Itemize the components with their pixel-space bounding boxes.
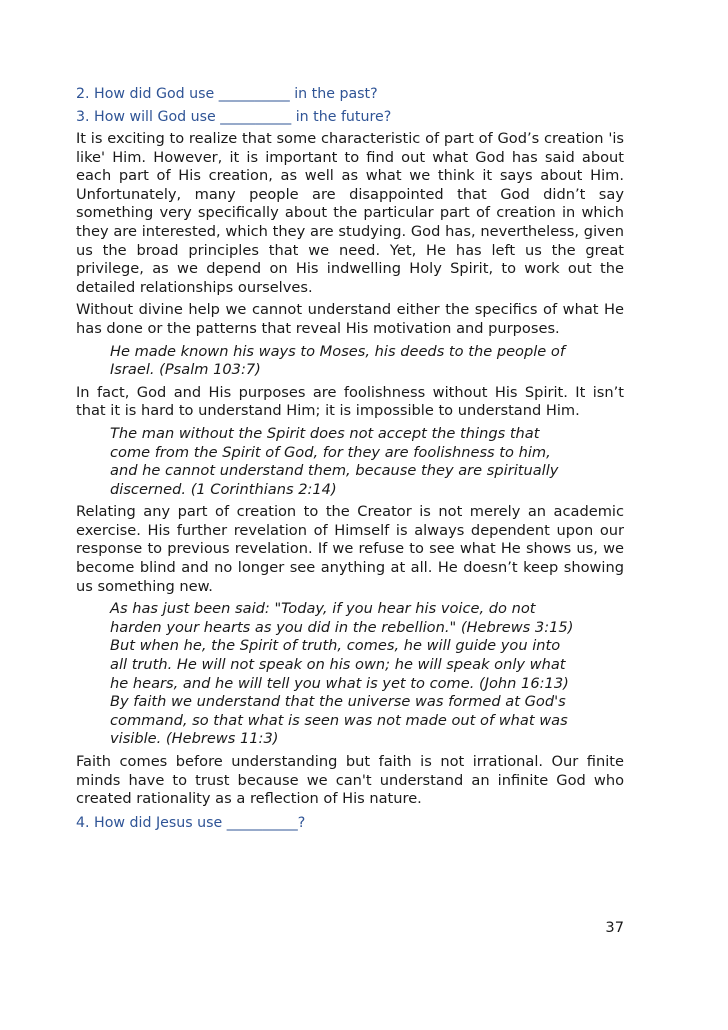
study-question-4: 4. How did Jesus use __________? xyxy=(76,814,306,831)
study-question-2: 2. How did God use __________ in the past? xyxy=(76,86,378,102)
scripture-quote xyxy=(110,425,624,499)
scripture-quote xyxy=(110,600,624,749)
quote-line: visible. (Hebrews 11:3) xyxy=(110,730,279,748)
study-question-3: 3. How will God use __________ in the future? xyxy=(76,109,392,125)
quote-line: all truth. He will not speak on his own; he will speak only what xyxy=(110,656,566,674)
quote-line: He made known his ways to Moses, his deeds to the people of xyxy=(110,342,565,360)
quote-line: harden your hearts as you did in the rebellion." (Hebrews 3:15) xyxy=(110,618,574,636)
body-paragraph: Relating any part of creation to the Creator is not merely an academic exercise. His further revelation of Himself is always dependent upon our response to previous revelation. If we refuse to see what He shows us, we become blind and no longer see anything at all. He doesn’t keep showing us something new. xyxy=(76,503,624,595)
page-number: 37 xyxy=(605,919,624,936)
body-paragraph: In fact, God and His purposes are foolishness without His Spirit. It isn’t that it is hard to understand Him; it is impossible to understand Him. xyxy=(76,383,624,420)
body-paragraph: Without divine help we cannot understand either the specifics of what He has done or the patterns that reveal His motivation and purposes. xyxy=(76,301,624,337)
page-content xyxy=(76,84,624,836)
body-paragraph: It is exciting to realize that some characteristic of part of God’s creation 'is like' Him. However, it is important to find out what God has said about each part of His creation, as well as what we think it says about Him. Unfortunately, many people are disappointed that God didn’t say something very specifically about the particular part of creation in which they are interested, which they are studying. God has, nevertheless, given us the broad principles that we need. Yet, He has left us the great privilege, as we depend on His indwelling Holy Spirit, to work out the detailed relationships ourselves. xyxy=(76,130,624,296)
quote-line: discerned. (1 Corinthians 2:14) xyxy=(110,480,337,498)
quote-line: The man without the Spirit does not accept the things that xyxy=(110,424,540,442)
scripture-quote xyxy=(110,343,624,380)
quote-line: But when he, the Spirit of truth, comes, he will guide you into xyxy=(110,637,561,655)
quote-line: By faith we understand that the universe was formed at God's xyxy=(110,693,566,711)
quote-line: Israel. (Psalm 103:7) xyxy=(110,361,261,379)
quote-line: come from the Spirit of God, for they are foolishness to him, xyxy=(110,443,551,461)
body-paragraph: Faith comes before understanding but faith is not irrational. Our finite minds have to trust because we can't understand an infinite God who created rationality as a reflection of His nature. xyxy=(76,753,624,808)
quote-line: and he cannot understand them, because they are spiritually xyxy=(110,462,559,480)
quote-line: As has just been said: "Today, if you hear his voice, do not xyxy=(110,600,536,618)
quote-line: he hears, and he will tell you what is yet to come. (John 16:13) xyxy=(110,674,569,692)
quote-line: command, so that what is seen was not made out of what was xyxy=(110,711,568,729)
